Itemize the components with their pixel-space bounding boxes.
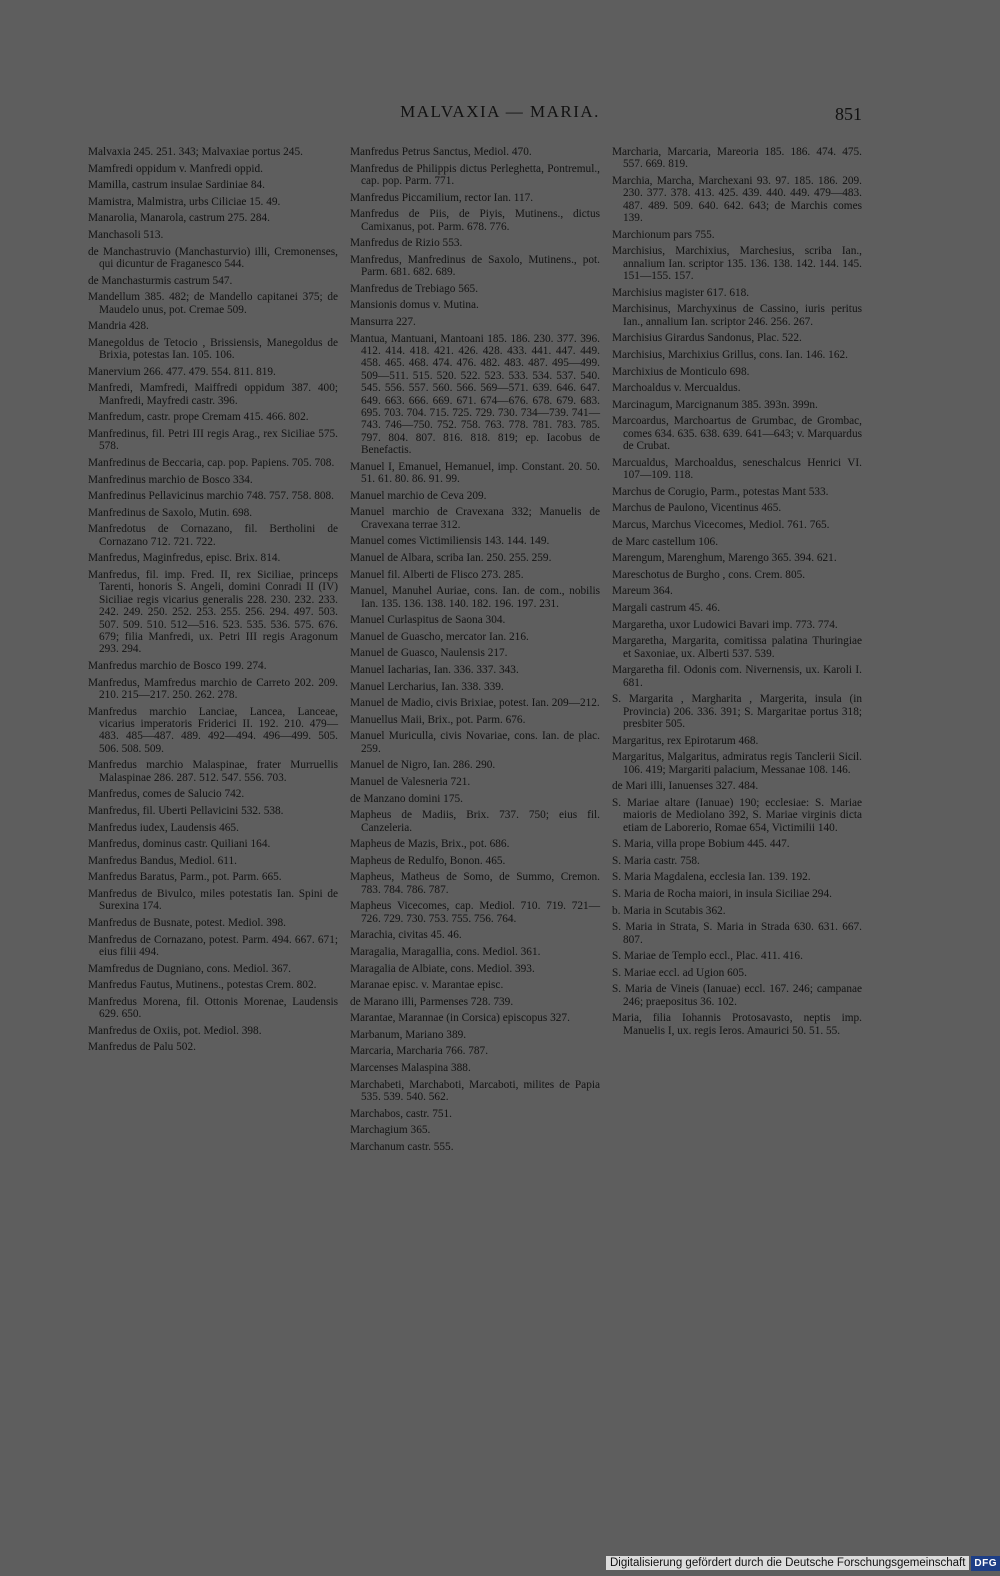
index-entry: de Marc castellum 106.	[612, 535, 719, 548]
index-entry: Margaritus, Malgaritus, admiratus regis Tanclerii Sicil. 106. 419; Margariti palacium, Messanae 108. 146.	[612, 751, 862, 776]
index-entry: Manuel Muriculla, civis Novariae, cons. Ian. de plac. 259.	[350, 730, 600, 755]
index-entry: S. Margarita , Margharita , Margerita, insula (in Provincia) 206. 336. 391; S. Margaritae portus 318; presbiter 505.	[612, 693, 862, 730]
index-entry: Manuel, Manuhel Auriae, cons. Ian. de com., nobilis Ian. 135. 136. 138. 140. 182. 196. 197. 231.	[350, 585, 600, 610]
index-entry: Marcoardus, Marchoartus de Grumbac, de Grombac, comes 634. 635. 638. 639. 641—643; v. Marquardus de Crubat.	[612, 415, 862, 453]
page-number: 851	[835, 104, 862, 124]
index-entry: Margaritus, rex Epirotarum 468.	[612, 734, 759, 747]
index-entry: Manfredus, Manfredinus de Saxolo, Mutinens., pot. Parm. 681. 682. 689.	[350, 253, 600, 279]
index-entry: Manervium 266. 477. 479. 554. 811. 819.	[88, 365, 276, 378]
index-column-middle	[350, 146, 600, 1157]
index-entry: Marcinagum, Marcignanum 385. 393n. 399n.	[612, 398, 818, 411]
index-entry: Manfredus marchio Malaspinae, frater Murruellis Malaspinae 286. 287. 512. 547. 556. 703.	[88, 759, 338, 784]
index-entry: Manuel marchio de Cravexana 332; Manuelis de Cravexana terrae 312.	[350, 506, 600, 531]
index-entry: Manfredotus de Cornazano, fil. Bertholini de Cornazano 712. 721. 722.	[88, 523, 338, 548]
index-entry: Mareschotus de Burgho , cons. Crem. 805.	[612, 568, 806, 581]
index-entry: Manfredus de Cornazano, potest. Parm. 494. 667. 671; eius filii 494.	[88, 933, 338, 958]
index-entry: S. Maria de Rocha maiori, in insula Siciliae 294.	[612, 887, 832, 900]
index-entry: Manfredi, Mamfredi, Maiffredi oppidum 387. 400; Manfredi, Mayfredi castr. 396.	[88, 382, 338, 407]
index-entry: Marchoaldus v. Mercualdus.	[612, 382, 741, 395]
index-entry: Marchia, Marcha, Marchexani 93. 97. 185. 186. 209. 230. 377. 378. 413. 425. 439. 440. 449. 479—483. 487. 489. 509. 640. 642. 643; de Marchis comes 139.	[612, 175, 862, 225]
index-entry: Manfredus Bandus, Mediol. 611.	[88, 854, 237, 867]
index-entry: Mamilla, castrum insulae Sardiniae 84.	[88, 179, 265, 192]
index-entry: Marengum, Marenghum, Marengo 365. 394. 621.	[612, 552, 837, 565]
index-entry: S. Mariae eccl. ad Ugion 605.	[612, 966, 747, 979]
index-entry: Manuel de Albara, scriba Ian. 250. 255. 259.	[350, 552, 552, 564]
index-entry: Manfredus Piccamilium, rector Ian. 117.	[350, 191, 534, 204]
index-entry: Mapheus de Mazis, Brix., pot. 686.	[350, 838, 510, 851]
index-entry: Mapheus de Redulfo, Bonon. 465.	[350, 854, 506, 867]
index-entry: Manuel de Nigro, Ian. 286. 290.	[350, 759, 496, 772]
index-entry: Manuel marchio de Ceva 209.	[350, 489, 487, 502]
index-entry: S. Maria in Strata, S. Maria in Strada 630. 631. 667. 807.	[612, 921, 862, 946]
index-entry: Marantae, Marannae (in Corsica) episcopus 327.	[350, 1012, 570, 1025]
index-entry: Mamfredus de Dugniano, cons. Mediol. 367.	[88, 962, 291, 975]
index-entry: Marchixius de Monticulo 698.	[612, 365, 750, 378]
index-entry: Mamistra, Malmistra, urbs Ciliciae 15. 49.	[88, 195, 281, 208]
index-entry: de Manchastruvio (Manchasturvio) illi, Cremonenses, qui dicuntur de Fraganesco 544.	[88, 245, 338, 270]
index-entry: Manfredus, dominus castr. Quiliani 164.	[88, 838, 271, 851]
index-entry: Manfredus de Piis, de Piyis, Mutinens., dictus Camixanus, pot. Parm. 678. 776.	[350, 208, 600, 233]
index-entry: Manfredus de Rizio 553.	[350, 237, 463, 250]
index-entry: S. Maria de Vineis (Ianuae) eccl. 167. 246; campanae 246; praepositus 36. 102.	[612, 983, 862, 1008]
index-entry: Marbanum, Mariano 389.	[350, 1028, 467, 1041]
index-entry: Manuel Iacharias, Ian. 336. 337. 343.	[350, 663, 519, 676]
dfg-logo-icon: DFG	[971, 1556, 1000, 1571]
index-entry: b. Maria in Scutabis 362.	[612, 904, 726, 917]
index-entry: Manfredinus Pellavicinus marchio 748. 757. 758. 808.	[88, 490, 334, 503]
index-entry: Mandria 428.	[88, 320, 149, 333]
index-entry: S. Mariae altare (Ianuae) 190; ecclesiae: S. Mariae maioris de Mediolano 392, S. Mariae virginis dicta etiam de Laborerio, Romae 654, Victimilii 140.	[612, 796, 862, 834]
index-entry: Marcualdus, Marchoaldus, seneschalcus Henrici VI. 107—109. 118.	[612, 456, 862, 482]
index-entry: Manfredus de Bivulco, miles potestatis Ian. Spini de Surexina 174.	[88, 887, 338, 913]
index-entry: Maranae episc. v. Marantae episc.	[350, 979, 504, 992]
index-entry: Manchasoli 513.	[88, 228, 164, 241]
index-entry: Mapheus Vicecomes, cap. Mediol. 710. 719. 721—726. 729. 730. 753. 755. 756. 764.	[350, 900, 600, 925]
index-entry: S. Mariae de Templo eccl., Plac. 411. 416.	[612, 950, 803, 963]
index-entry: Manfredus, fil. Uberti Pellavicini 532. 538.	[88, 804, 284, 817]
index-entry: Margaretha fil. Odonis com. Nivernensis, ux. Karoli I. 681.	[612, 664, 862, 689]
index-entry: Margaretha, uxor Ludowici Bavari imp. 773. 774.	[612, 618, 838, 631]
index-entry: Marchionum pars 755.	[612, 228, 715, 241]
index-entry: Marchisius magister 617. 618.	[612, 286, 750, 299]
index-entry: Manfredum, castr. prope Cremam 415. 466. 802.	[88, 411, 309, 424]
index-entry: Marchisius, Marchixius Grillus, cons. Ian. 146. 162.	[612, 349, 848, 361]
index-entry: Marachia, civitas 45. 46.	[350, 929, 462, 942]
index-entry: Mansurra 227.	[350, 315, 416, 328]
index-column-right	[612, 146, 862, 1041]
index-entry: Manfredus, Mamfredus marchio de Carreto 202. 209. 210. 215—217. 250. 262. 278.	[88, 676, 338, 701]
index-entry: Manfredus marchio Lanciae, Lancea, Lanceae, vicarius imperatoris Friderici II. 192. 210. 479—483. 485—487. 489. 492—494. 496—499. 505. 506. 508. 509.	[88, 705, 338, 755]
index-entry: de Manchasturmis castrum 547.	[88, 274, 233, 287]
running-head: MALVAXIA — MARIA.	[400, 102, 600, 121]
index-entry: Manfredinus de Beccaria, cap. pop. Papiens. 705. 708.	[88, 456, 335, 469]
index-entry: Mansionis domus v. Mutina.	[350, 299, 479, 312]
index-entry: Maragalia de Albiate, cons. Mediol. 393.	[350, 962, 535, 975]
index-entry: Mareum 364.	[612, 585, 673, 598]
index-entry: Marchabos, castr. 751.	[350, 1107, 452, 1120]
index-entry: Marchanum castr. 555.	[350, 1140, 454, 1153]
index-entry: Manuel comes Victimiliensis 143. 144. 149.	[350, 535, 550, 548]
index-entry: Manfredus de Oxiis, pot. Mediol. 398.	[88, 1024, 262, 1037]
index-entry: Marchus de Corugio, Parm., potestas Mant 533.	[612, 485, 829, 498]
index-entry: Manfredus Petrus Sanctus, Mediol. 470.	[350, 146, 532, 158]
index-entry: Maria, filia Iohannis Protosavasto, neptis imp. Manuelis I, ux. regis Ieros. Amaurici 50. 51. 55.	[612, 1012, 862, 1037]
index-entry: Maragalia, Maragallia, cons. Mediol. 361.	[350, 945, 541, 958]
index-entry: Manuel de Guasco, Naulensis 217.	[350, 647, 508, 660]
index-entry: Marcaria, Marcharia 766. 787.	[350, 1045, 489, 1058]
index-entry: Manfredus Morena, fil. Ottonis Morenae, Laudensis 629. 650.	[88, 995, 338, 1021]
index-entry: Manfredus de Palu 502.	[88, 1041, 196, 1054]
index-entry: Marchisinus, Marchyxinus de Cassino, iuris peritus Ian., annalium Ian. scriptor 246. 256. 267.	[612, 303, 862, 328]
index-entry: Manarolia, Manarola, castrum 275. 284.	[88, 212, 270, 225]
index-entry: Mamfredi oppidum v. Manfredi oppid.	[88, 162, 263, 175]
index-entry: S. Maria Magdalena, ecclesia Ian. 139. 192.	[612, 871, 811, 884]
index-entry: Manuel de Valesneria 721.	[350, 775, 471, 788]
index-entry: Marchus de Paulono, Vicentinus 465.	[612, 502, 782, 515]
index-entry: Marchagium 365.	[350, 1124, 431, 1137]
index-entry: Manfredus marchio de Bosco 199. 274.	[88, 659, 267, 672]
index-entry: Manfredinus, fil. Petri III regis Arag., rex Siciliae 575. 578.	[88, 427, 338, 453]
index-entry: Manfredus de Philippis dictus Perleghetta, Pontremul., cap. pop. Parm. 771.	[350, 162, 600, 187]
index-entry: de Manzano domini 175.	[350, 792, 463, 805]
index-entry: Manegoldus de Tetocio , Brissiensis, Manegoldus de Brixia, potestas Ian. 105. 106.	[88, 336, 338, 362]
index-entry: Mandellum 385. 482; de Mandello capitanei 375; de Maudelo unus, pot. Cremae 509.	[88, 291, 338, 316]
index-column-left	[88, 146, 338, 1058]
index-entry: Manfredinus marchio de Bosco 334.	[88, 473, 253, 486]
index-entry: Marcharia, Marcaria, Mareoria 185. 186. 474. 475. 557. 669. 819.	[612, 146, 862, 171]
index-entry: S. Maria, villa prope Bobium 445. 447.	[612, 838, 790, 851]
index-entry: Manfredus, Maginfredus, episc. Brix. 814.	[88, 552, 281, 565]
index-entry: Mapheus de Madiis, Brix. 737. 750; eius fil. Canzeleria.	[350, 809, 600, 834]
index-entry: Manuel de Madio, civis Brixiae, potest. Ian. 209—212.	[350, 697, 600, 710]
index-entry: Marcus, Marchus Vicecomes, Mediol. 761. 765.	[612, 518, 830, 531]
index-entry: Manfredus de Busnate, potest. Mediol. 398.	[88, 916, 286, 929]
footer-credit: Digitalisierung gefördert durch die Deutsche Forschungsgemeinschaft	[606, 1556, 969, 1570]
index-entry: Manfredus, fil. imp. Fred. II, rex Siciliae, princeps Tarenti, honoris S. Angeli, domini Conradi II (IV) Siciliae regis vicarius generalis 228. 230. 232. 233. 242. 249. 250. 252. 253. 255. 256. 294. 497. 503. 507. 509. 510. 512—516. 523. 535. 536. 575. 676. 679; filia Manfredi, ux. Petri III regis Aragonum 293. 294.	[88, 568, 338, 656]
index-entry: Margali castrum 45. 46.	[612, 601, 721, 614]
index-entry: de Mari illi, Ianuenses 327. 484.	[612, 780, 759, 793]
index-entry: Marcenses Malaspina 388.	[350, 1062, 471, 1075]
index-entry: Manfredinus de Saxolo, Mutin. 698.	[88, 506, 253, 519]
index-entry: Manfredus Fautus, Mutinens., potestas Crem. 802.	[88, 979, 317, 992]
index-entry: Manfredus, comes de Salucio 742.	[88, 788, 245, 801]
index-entry: Manuellus Maii, Brix., pot. Parm. 676.	[350, 713, 526, 726]
index-entry: Marchisius Girardus Sandonus, Plac. 522.	[612, 332, 802, 345]
index-entry: Mapheus, Matheus de Somo, de Summo, Cremon. 783. 784. 786. 787.	[350, 871, 600, 896]
index-entry: de Marano illi, Parmenses 728. 739.	[350, 995, 514, 1008]
index-entry: Malvaxia 245. 251. 343; Malvaxiae portus 245.	[88, 146, 303, 158]
index-entry: Manuel Lercharius, Ian. 338. 339.	[350, 680, 504, 693]
index-entry: Marchabeti, Marchaboti, Marcaboti, milites de Papia 535. 539. 540. 562.	[350, 1078, 600, 1104]
index-entry: Manuel I, Emanuel, Hemanuel, imp. Constant. 20. 50. 51. 61. 80. 86. 91. 99.	[350, 460, 600, 486]
index-entry: Manfredus Baratus, Parm., pot. Parm. 665.	[88, 871, 282, 884]
index-entry: Mantua, Mantuani, Mantoani 185. 186. 230. 377. 396. 412. 414. 418. 421. 426. 428. 433. 441. 447. 449. 458. 465. 468. 474. 476. 482. 483. 487. 495—499. 509—511. 515. 520. 522. 523. 533. 534. 537. 540. 545. 556. 557. 560. 566. 569—571. 639. 646. 647. 649. 663. 666. 669. 671. 674—676. 678. 679. 683. 695. 703. 704. 715. 725. 729. 730. 734—739. 741—743. 746—750. 752. 758. 763. 778. 781. 783. 785. 797. 804. 807. 816. 818. 819; ep. Iacobus de Benefactis.	[350, 332, 600, 457]
index-entry: Manfredus de Trebiago 565.	[350, 282, 479, 295]
index-entry: Manuel de Guascho, mercator Ian. 216.	[350, 630, 529, 643]
index-entry: Manfredus iudex, Laudensis 465.	[88, 821, 239, 834]
index-entry: Manuel fil. Alberti de Flisco 273. 285.	[350, 568, 524, 581]
index-entry: Manuel Curlaspitus de Saona 304.	[350, 614, 506, 627]
index-entry: Marchisius, Marchixius, Marchesius, scriba Ian., annalium Ian. scriptor 135. 136. 138. 142. 144. 145. 151—155. 157.	[612, 245, 862, 283]
digitization-footer	[606, 1554, 1000, 1572]
index-entry: S. Maria castr. 758.	[612, 854, 700, 867]
index-entry: Margaretha, Margarita, comitissa palatina Thuringiae et Saxoniae, ux. Alberti 537. 539.	[612, 635, 862, 660]
